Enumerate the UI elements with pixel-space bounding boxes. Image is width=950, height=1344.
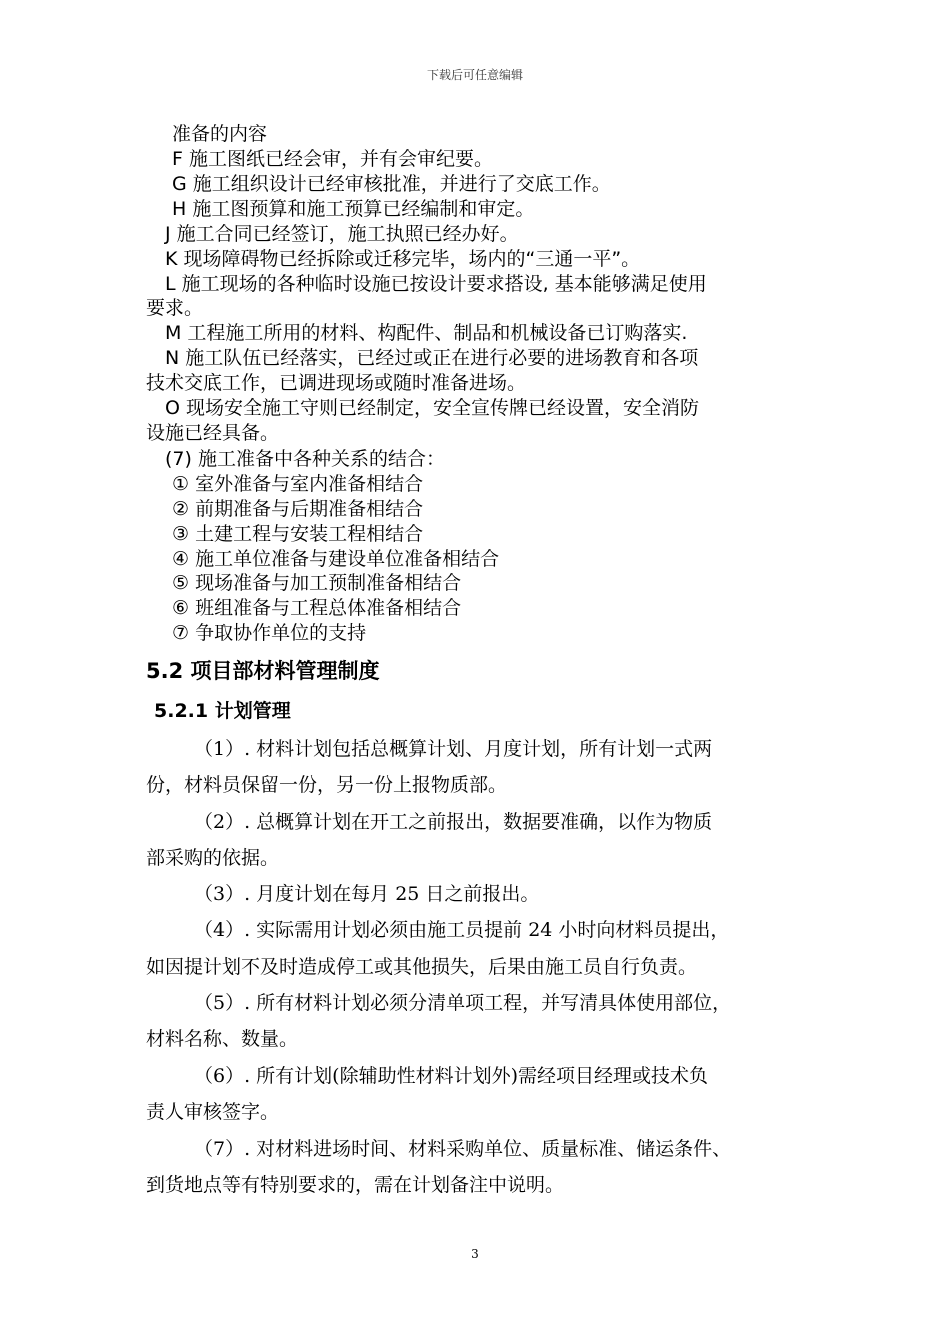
list-line: ⑦ 争取协作单位的支持 xyxy=(172,622,367,644)
paragraph-line: 如因提计划不及时造成停工或其他损失，后果由施工员自行负责。 xyxy=(146,956,698,978)
list-line: 准备的内容 xyxy=(172,123,268,145)
list-line: 要求。 xyxy=(146,297,204,319)
paragraph-line: 份，材料员保留一份，另一份上报物质部。 xyxy=(146,774,508,796)
paragraph-line: （7）. 对材料进场时间、材料采购单位、质量标准、储运条件、 xyxy=(194,1138,732,1160)
page-number: 3 xyxy=(471,1247,479,1261)
list-line: (7) 施工准备中各种关系的结合： xyxy=(165,448,445,470)
paragraph-line: 部采购的依据。 xyxy=(146,847,280,869)
list-line: H 施工图预算和施工预算已经编制和审定。 xyxy=(172,198,535,220)
paragraph-line: 责人审核签字。 xyxy=(146,1101,280,1123)
list-line: ① 室外准备与室内准备相结合 xyxy=(172,473,424,495)
paragraph-line: 到货地点等有特别要求的，需在计划备注中说明。 xyxy=(146,1174,565,1196)
paragraph-line: （2）. 总概算计划在开工之前报出，数据要准确，以作为物质 xyxy=(194,811,713,833)
list-line: F 施工图纸已经会审，并有会审纪要。 xyxy=(172,148,493,170)
subsection-heading: 5.2.1 计划管理 xyxy=(154,700,291,722)
paragraph-line: 材料名称、数量。 xyxy=(146,1028,299,1050)
list-line: ④ 施工单位准备与建设单位准备相结合 xyxy=(172,548,500,570)
list-line: L 施工现场的各种临时设施已按设计要求搭设, 基本能够满足使用 xyxy=(165,273,707,295)
list-line: ② 前期准备与后期准备相结合 xyxy=(172,498,424,520)
list-line: K 现场障碍物已经拆除或迁移完毕，场内的“三通一平”。 xyxy=(165,248,641,270)
list-line: O 现场安全施工守则已经制定，安全宣传牌已经设置，安全消防 xyxy=(165,397,699,419)
paragraph-line: （6）. 所有计划(除辅助性材料计划外)需经项目经理或技术负 xyxy=(194,1065,708,1087)
list-line: M 工程施工所用的材料、构配件、制品和机械设备已订购落实. xyxy=(165,322,688,344)
list-line: ⑥ 班组准备与工程总体准备相结合 xyxy=(172,597,462,619)
page-header: 下载后可任意编辑 xyxy=(426,68,523,82)
paragraph-line: （1）. 材料计划包括总概算计划、月度计划，所有计划一式两 xyxy=(194,738,713,760)
list-line: 技术交底工作，已调进现场或随时准备进场。 xyxy=(146,372,527,394)
paragraph-line: （5）. 所有材料计划必须分清单项工程，并写清具体使用部位， xyxy=(194,992,732,1014)
list-line: ③ 土建工程与安装工程相结合 xyxy=(172,523,424,545)
list-line: N 施工队伍已经落实，已经过或正在进行必要的进场教育和各项 xyxy=(165,347,699,369)
paragraph-line: （3）. 月度计划在每月 25 日之前报出。 xyxy=(194,883,540,905)
section-heading: 5.2 项目部材料管理制度 xyxy=(146,659,380,683)
list-line: G 施工组织设计已经审核批准，并进行了交底工作。 xyxy=(172,173,611,195)
paragraph-line: （4）. 实际需用计划必须由施工员提前 24 小时向材料员提出， xyxy=(194,919,730,941)
list-line: J 施工合同已经签订，施工执照已经办好。 xyxy=(165,223,519,245)
list-line: ⑤ 现场准备与加工预制准备相结合 xyxy=(172,572,462,594)
list-line: 设施已经具备。 xyxy=(146,422,280,444)
